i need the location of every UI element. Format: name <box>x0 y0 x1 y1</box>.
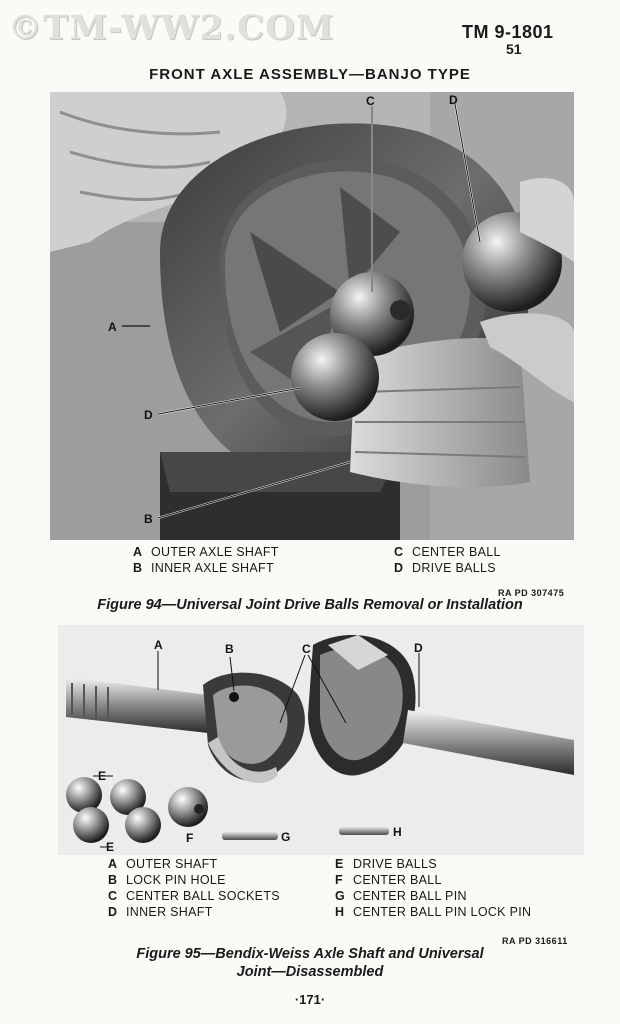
manual-page-ref: 51 <box>506 41 522 57</box>
figure-95-legend-item: C CENTER BALL SOCKETS <box>108 889 280 903</box>
figure-94-photo <box>50 92 574 540</box>
figure-94-legend-item: C CENTER BALL <box>394 545 501 559</box>
figure-94-callout-d-upper: D <box>449 93 458 107</box>
manual-id: TM 9-1801 <box>462 22 554 42</box>
figure-95-callout-h: H <box>393 825 402 839</box>
figure-94-illustration <box>50 92 574 540</box>
figure-95-legend-item: H CENTER BALL PIN LOCK PIN <box>335 905 532 919</box>
figure-95-legend-item: A OUTER SHAFT <box>108 857 218 871</box>
figure-95-callout-c: C <box>302 642 311 656</box>
figure-95-legend-item: F CENTER BALL <box>335 873 442 887</box>
figure-95-callout-g: G <box>281 830 291 844</box>
figure-95-callout-f: F <box>186 831 194 845</box>
figure-95-callout-d: D <box>414 641 423 655</box>
figure-95-callout-b: B <box>225 642 234 656</box>
page-title: FRONT AXLE ASSEMBLY—BANJO TYPE <box>149 66 471 83</box>
figure-94-ra-number: RA PD 307475 <box>498 588 565 598</box>
figure-95-callout-e-lower: E <box>106 840 115 854</box>
figure-94-callout-b: B <box>144 512 153 526</box>
figure-95-legend-item: D INNER SHAFT <box>108 905 213 919</box>
figure-94-callout-d-lower: D <box>144 408 153 422</box>
figure-94-callout-a: A <box>108 320 117 334</box>
figure-94-legend-item: D DRIVE BALLS <box>394 561 496 575</box>
figure-95-illustration <box>58 625 584 855</box>
figure-95-legend-item: E DRIVE BALLS <box>335 857 437 871</box>
figure-95-ra-number: RA PD 316611 <box>502 936 568 946</box>
figure-95-photo <box>58 625 584 855</box>
figure-94-legend-item: A OUTER AXLE SHAFT <box>133 545 279 559</box>
figure-94-legend-item: B INNER AXLE SHAFT <box>133 561 274 575</box>
figure-95-legend-item: B LOCK PIN HOLE <box>108 873 226 887</box>
figure-95-callout-a: A <box>154 638 163 652</box>
figure-95-caption-line-2: Joint—Disassembled <box>236 964 384 980</box>
figure-95-legend-item: G CENTER BALL PIN <box>335 889 467 903</box>
figure-94-caption: Figure 94—Universal Joint Drive Balls Removal or Installation <box>97 597 523 613</box>
figure-95-caption-line-1: Figure 95—Bendix-Weiss Axle Shaft and Universal <box>136 946 484 962</box>
figure-95-callout-e-upper: E <box>98 769 107 783</box>
page-number: ·171· <box>294 992 326 1007</box>
figure-94-callout-c: C <box>366 94 375 108</box>
watermark: ©TM-WW2.COM <box>8 8 335 48</box>
